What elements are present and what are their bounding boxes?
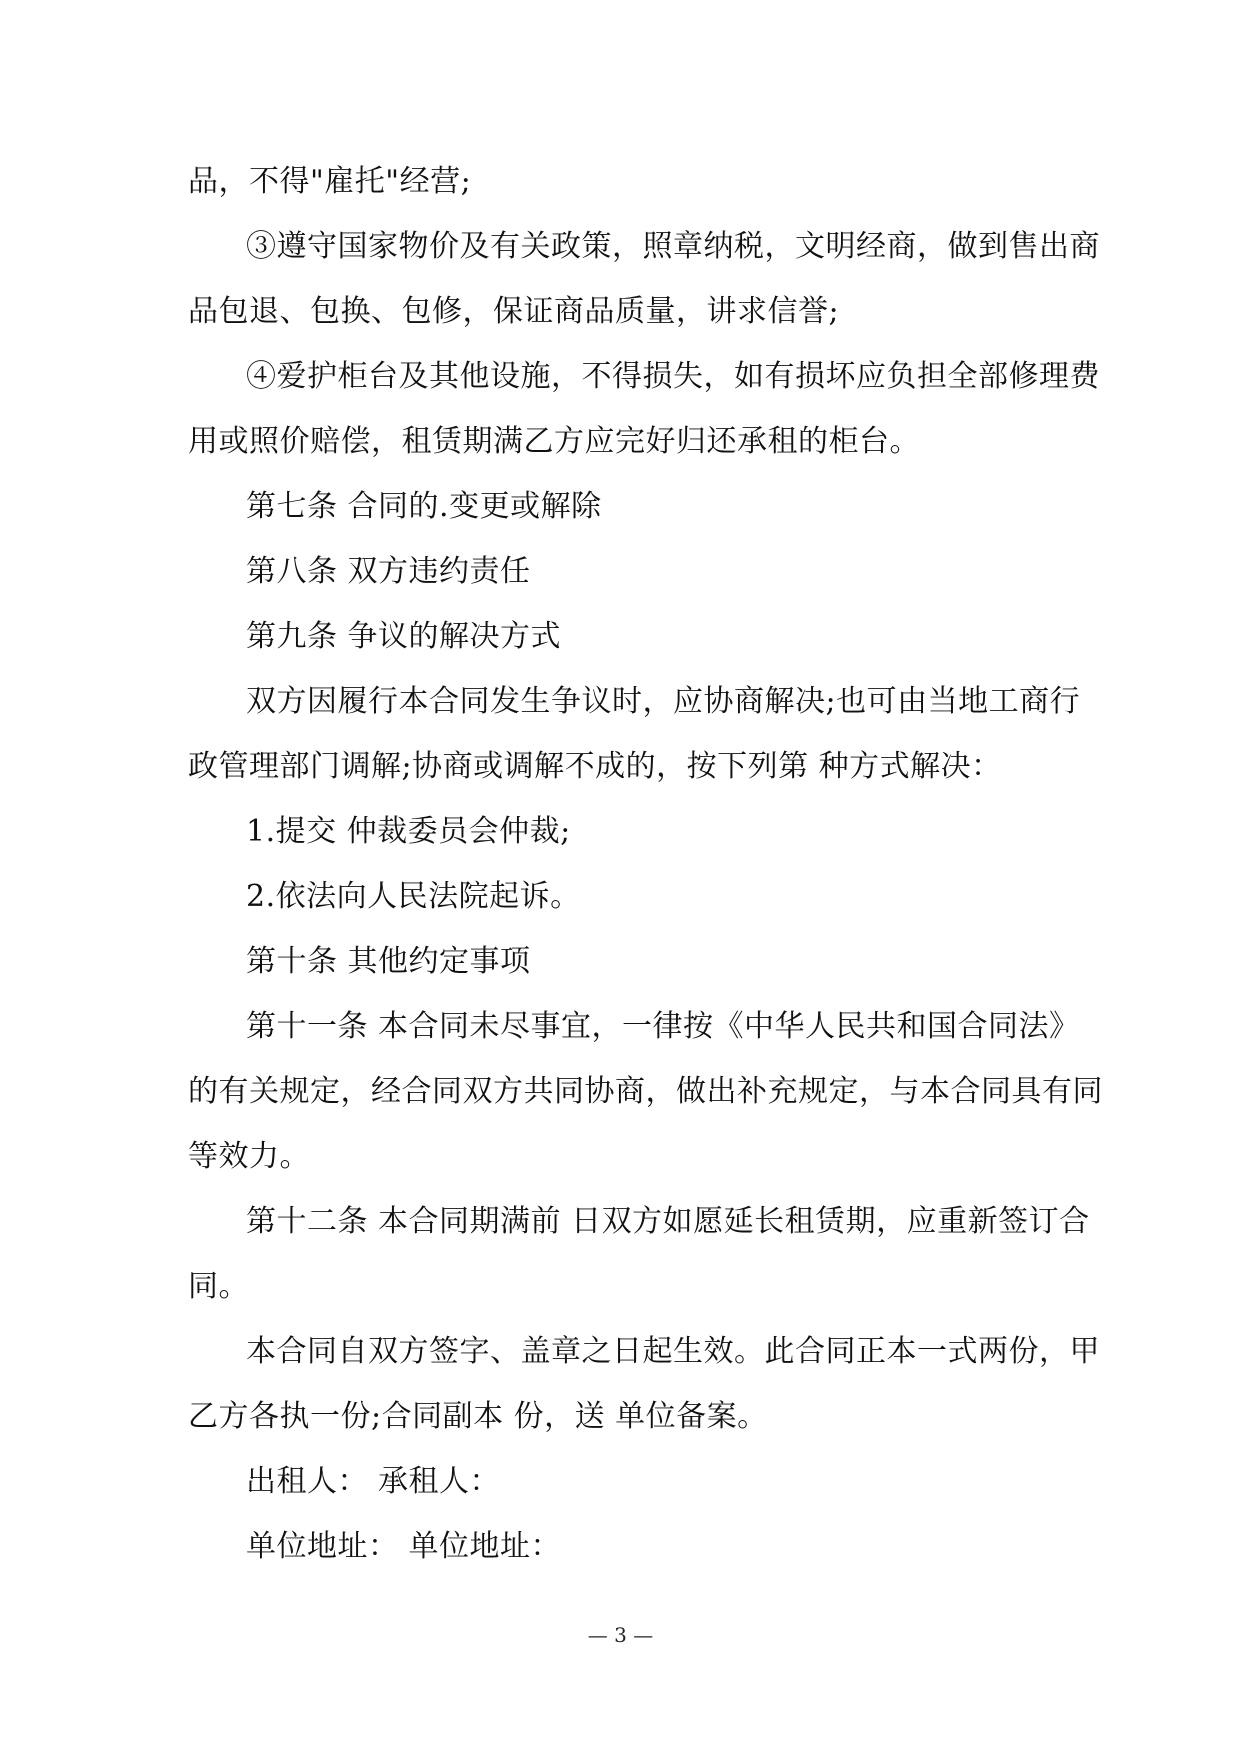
body-line: 品包退、包换、包修，保证商品质量，讲求信誉; bbox=[188, 294, 840, 329]
body-line: 用或照价赔偿，租赁期满乙方应完好归还承租的柜台。 bbox=[188, 424, 920, 459]
document-body bbox=[188, 160, 1103, 1590]
article-heading: 第八条 双方违约责任 bbox=[246, 554, 531, 589]
body-line: 第十一条 本合同未尽事宜，一律按《中华人民共和国合同法》 bbox=[246, 1009, 1080, 1044]
body-line: 乙方各执一份;合同副本 份，送 单位备案。 bbox=[188, 1399, 768, 1434]
signature-line: 出租人： 承租人： bbox=[246, 1464, 501, 1499]
body-line: 本合同自双方签字、盖章之日起生效。此合同正本一式两份，甲 bbox=[246, 1334, 1100, 1369]
body-line: 同。 bbox=[188, 1269, 249, 1304]
body-line: 政管理部门调解;协商或调解不成的，按下列第 种方式解决： bbox=[188, 749, 1002, 784]
body-line: 第十二条 本合同期满前 日双方如愿延长租赁期，应重新签订合 bbox=[246, 1204, 1090, 1239]
body-line: 品，不得"雇托"经营; bbox=[188, 164, 472, 199]
body-line: 双方因履行本合同发生争议时，应协商解决;也可由当地工商行 bbox=[246, 684, 1081, 719]
list-item: 2.依法向人民法院起诉。 bbox=[246, 879, 581, 914]
signature-line: 单位地址： 单位地址： bbox=[246, 1529, 562, 1564]
article-heading: 第十条 其他约定事项 bbox=[246, 944, 531, 979]
body-line: ④爱护柜台及其他设施，不得损失，如有损坏应负担全部修理费 bbox=[246, 359, 1100, 394]
page-number: — 3 — bbox=[587, 1623, 654, 1647]
body-line: 等效力。 bbox=[188, 1139, 310, 1174]
article-heading: 第九条 争议的解决方式 bbox=[246, 619, 562, 654]
list-item: 1.提交 仲裁委员会仲裁; bbox=[246, 814, 571, 849]
body-line: ③遵守国家物价及有关政策，照章纳税，文明经商，做到售出商 bbox=[246, 229, 1100, 264]
body-line: 的有关规定，经合同双方共同协商，做出补充规定，与本合同具有同 bbox=[188, 1074, 1103, 1109]
article-heading: 第七条 合同的.变更或解除 bbox=[246, 489, 602, 524]
